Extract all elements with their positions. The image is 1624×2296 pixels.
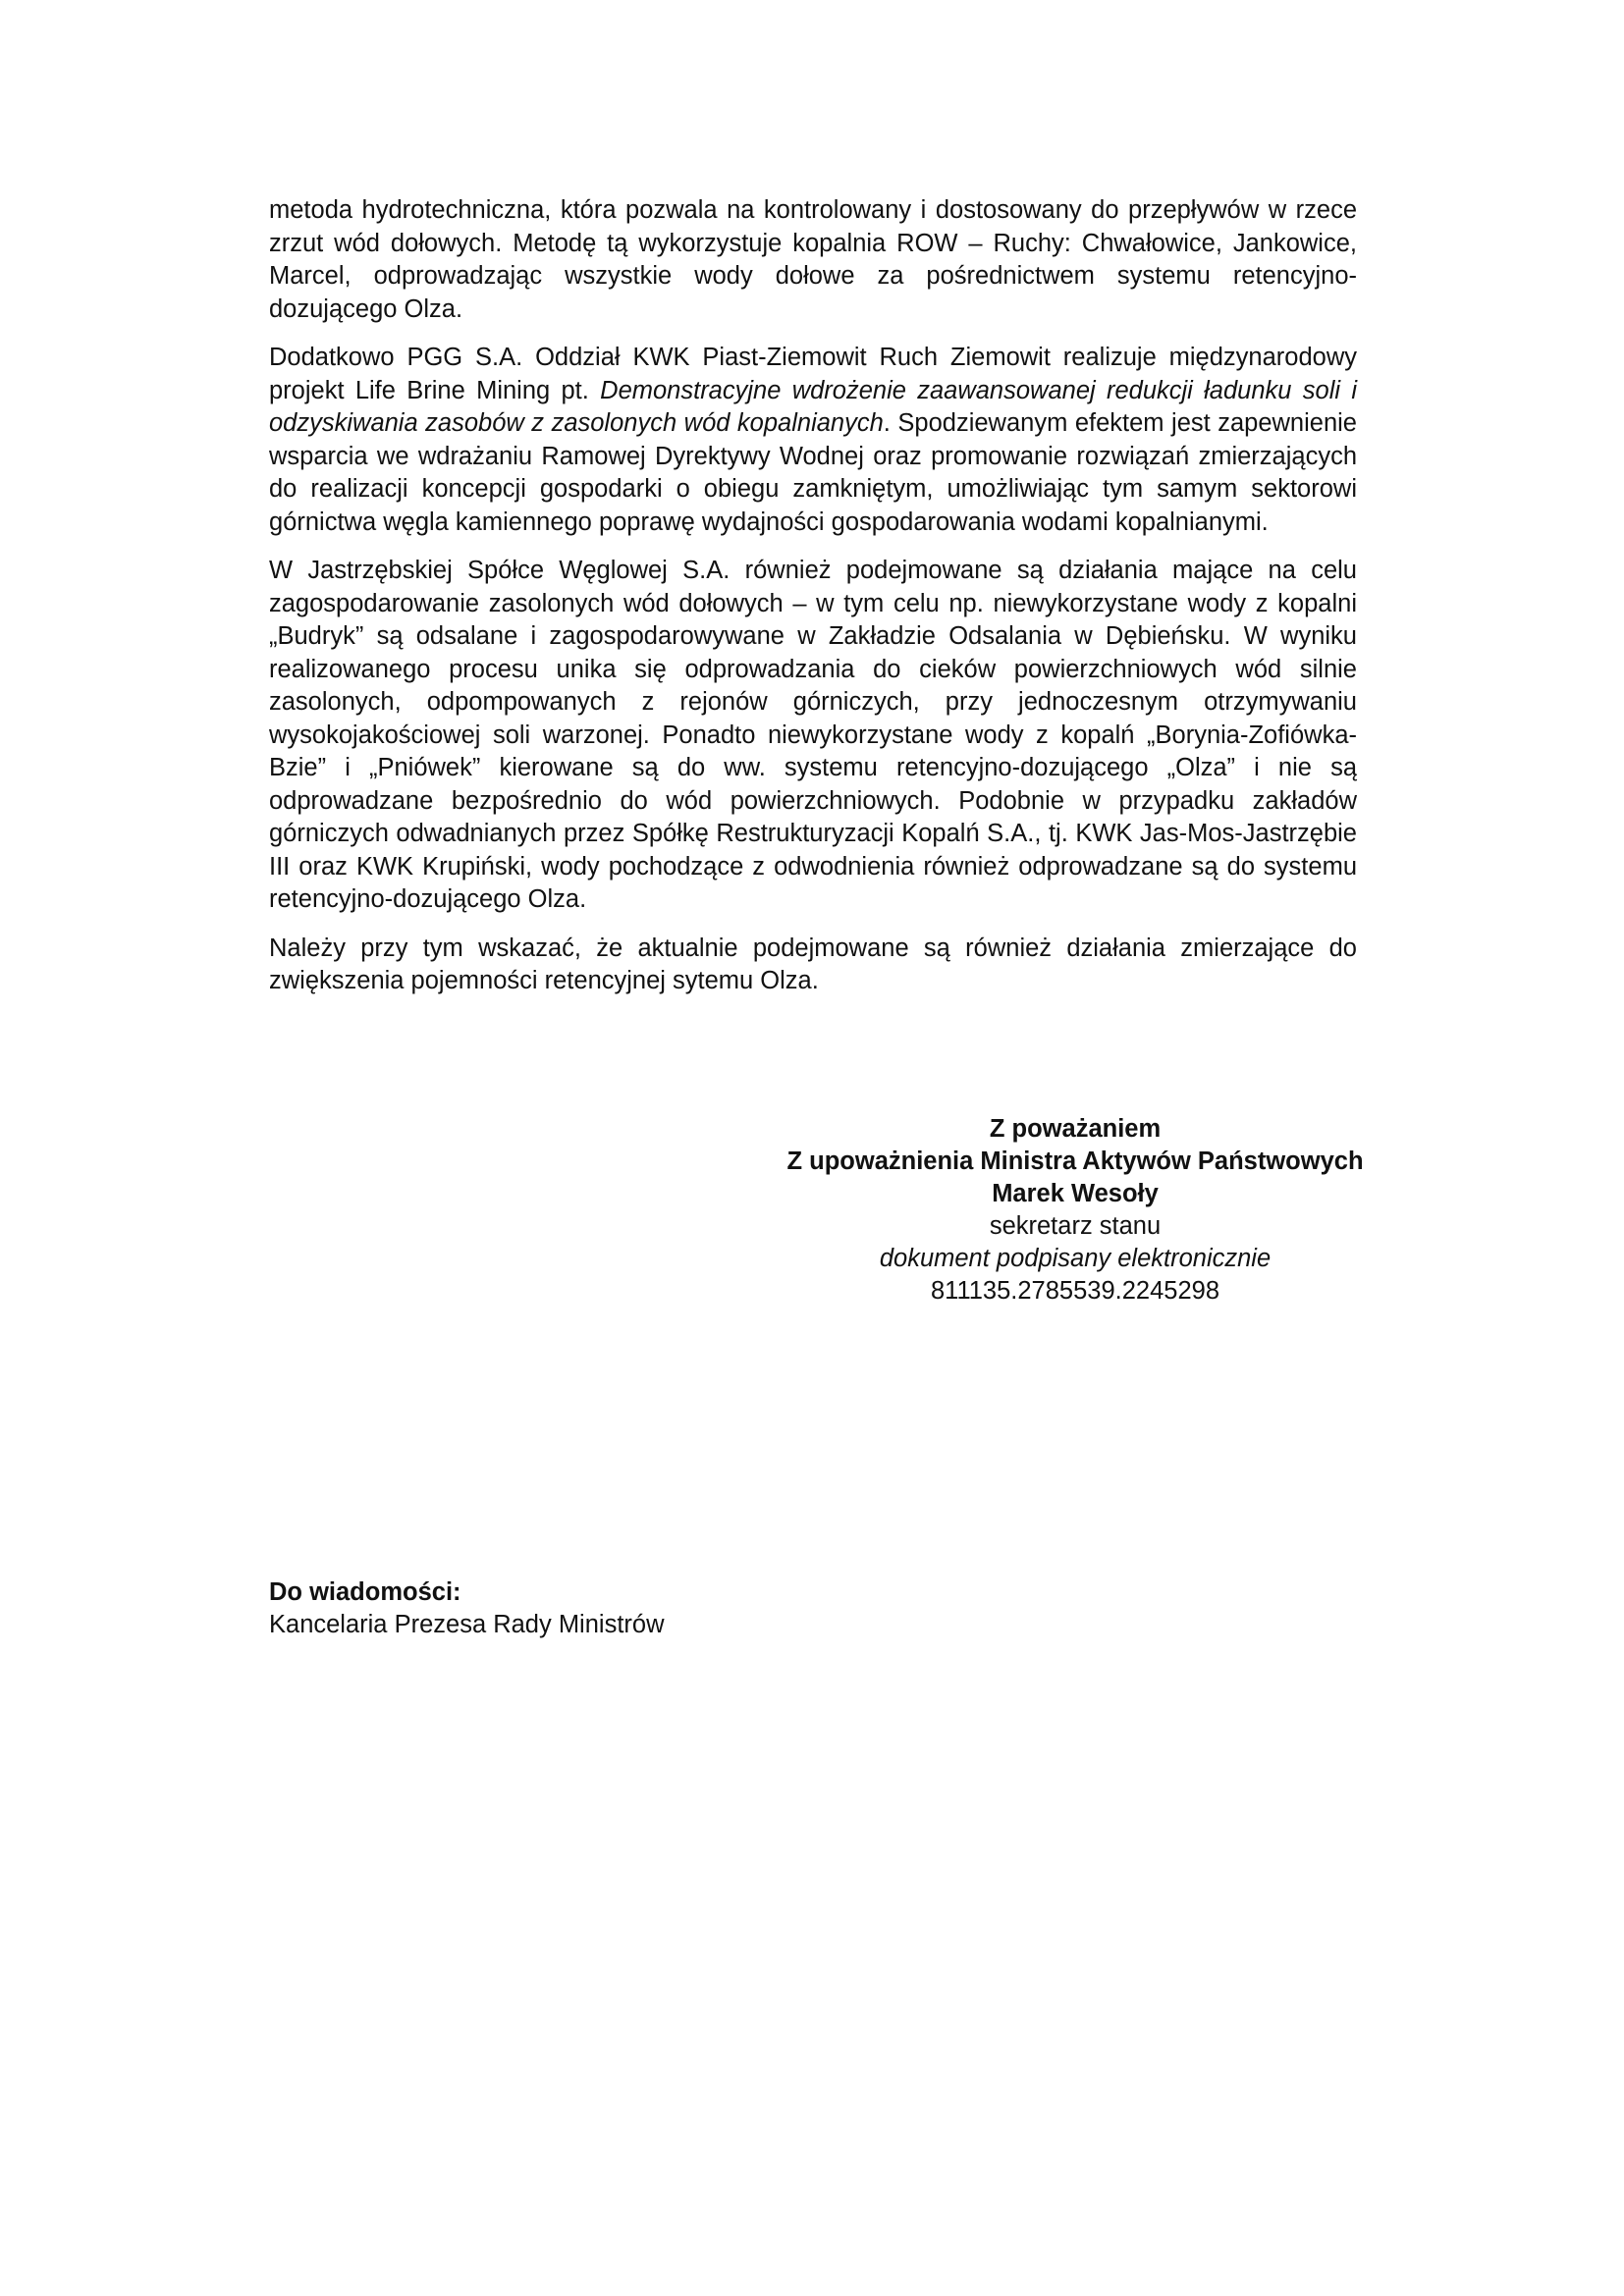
signature-block [731, 1113, 1419, 1308]
signer-position: sekretarz stanu [989, 1212, 1162, 1240]
paragraph-3-text: W Jastrzębskiej Spółce Węglowej S.A. również podejmowane są działania mające na celu zagospodarowanie zasolonych wód dołowych – w tym celu np. niewykorzystane wody z kopalni „Budryk” są odsalane i zagospodarowywane w Zakładzie Odsalania w Dębieńsku. W wyniku realizowanego procesu unika się odprowadzania do cieków powierzchniowych wód silnie zasolonych, odpompowanych z rejonów górniczych, przy jednoczesnym otrzymywaniu wysokojakościowej soli warzonej. Ponadto niewykorzystane wody z kopalń „Borynia-Zofiówka-Bzie” i „Pniówek” kierowane są do ww. systemu retencyjno-dozującego „Olza” i nie są odprowadzane bezpośrednio do wód powierzchniowych. Podobnie w przypadku zakładów górniczych odwadnianych przez Spółkę Restrukturyzacji Kopalń S.A., tj. KWK Jas-Mos-Jastrzębie III oraz KWK Krupiński, wody pochodzące z odwodnienia również odprowadzane są do systemu retencyjno-dozującego Olza. [269, 557, 1357, 913]
paragraph-3 [269, 555, 1357, 917]
closing-line: Z poważaniem [989, 1115, 1162, 1143]
paragraph-4 [269, 933, 1357, 998]
paragraph-1-text: metoda hydrotechniczna, która pozwala na kontrolowany i dostosowany do przepływów w rzece zrzut wód dołowych. Metodę tą wykorzystuje kopalnia ROW – Ruchy: Chwałowice, Jankowice, Marcel, odprowadzając wszystkie wody dołowe za pośrednictwem systemu retencyjno-dozującego Olza. [269, 196, 1357, 323]
paragraph-1 [269, 194, 1357, 326]
letter-body [269, 194, 1357, 1014]
paragraph-4-text: Należy przy tym wskazać, że aktualnie podejmowane są również działania zmierzające do zwiększenia pojemności retencyjnej sytemu Olza. [269, 934, 1357, 994]
paragraph-2-text-b: . Spodziewanym efektem jest zapewnienie wsparcia we wdrażaniu Ramowej Dyrektywy Wodnej oraz promowanie rozwiązań zmierzających do realizacji koncepcji gospodarki o obiegu zamkniętym, umożliwiając tym samym sektorowi górnictwa węgla kamiennego poprawę wydajności gospodarowania wodami kopalnianymi. [269, 409, 1357, 536]
electronic-signature-note: dokument podpisany elektronicznie [879, 1245, 1272, 1272]
cc-block [269, 1576, 1153, 1641]
project-title: Demonstracyjne wdrożenie zaawansowanej redukcji ładunku soli i odzyskiwania zasobów z zasolonych wód kopalnianych [269, 376, 1357, 437]
cc-heading: Do wiadomości: [269, 1578, 461, 1606]
signer-name: Marek Wesoły [992, 1180, 1159, 1207]
authorization-line: Z upoważnienia Ministra Aktywów Państwowych [786, 1148, 1364, 1175]
document-number: 811135.2785539.2245298 [930, 1277, 1220, 1305]
paragraph-2-text-a: Dodatkowo PGG S.A. Oddział KWK Piast-Ziemowit Ruch Ziemowit realizuje międzynarodowy projekt Life Brine Mining pt. [269, 344, 1357, 404]
cc-recipient: Kancelaria Prezesa Rady Ministrów [269, 1611, 665, 1638]
paragraph-2 [269, 342, 1357, 539]
